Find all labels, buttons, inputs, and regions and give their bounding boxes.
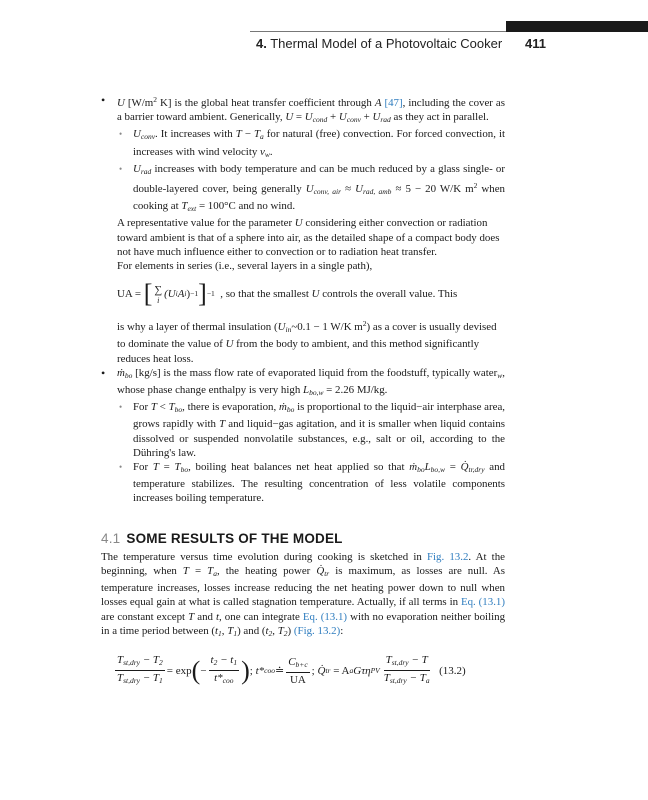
eq-text: PV	[370, 665, 380, 675]
sub-bullet-item	[101, 162, 505, 217]
section-paragraph	[101, 550, 505, 641]
paragraph	[101, 259, 505, 273]
eq-text: −	[200, 664, 207, 677]
text-run: −	[241, 128, 254, 141]
eq-text: −1	[206, 289, 215, 299]
page-number: 411	[525, 36, 546, 51]
text-run: T	[227, 624, 234, 637]
text-run: bo	[417, 465, 425, 475]
text-run: Q̇	[460, 461, 469, 474]
text-run: 2	[153, 95, 158, 104]
text-run: cond	[312, 115, 328, 125]
eq-text: ;	[249, 664, 253, 677]
text-run: bo	[124, 370, 133, 380]
text-run: T	[188, 610, 195, 623]
text-run: =	[293, 111, 305, 124]
text-run: T	[207, 565, 214, 578]
eq-text: a	[425, 676, 430, 686]
text-run: U	[372, 111, 381, 124]
bullet-item	[101, 366, 505, 400]
text-run: , there is evaporation,	[182, 401, 279, 414]
text-run: Q̇	[316, 565, 325, 578]
eq-text: st,dry	[389, 676, 407, 686]
text-run: +	[360, 111, 373, 124]
eq-text: C	[288, 655, 296, 668]
text-run: T	[168, 401, 175, 414]
text-run: T	[277, 624, 284, 637]
text-run: .	[269, 145, 273, 158]
text-run: L	[424, 461, 431, 474]
text-run: a	[213, 569, 217, 579]
right-paren: )	[241, 655, 250, 685]
fraction-3	[286, 655, 309, 687]
text-run: For elements in series (i.e., several layers in a single path),	[117, 260, 373, 273]
eq-text: T	[383, 672, 390, 685]
paragraph	[101, 216, 505, 259]
text-run: , boiling heat balances net heat applied so that	[188, 461, 410, 474]
text-run: conv	[140, 132, 156, 142]
text-run: in	[285, 325, 292, 335]
text-run: T	[152, 461, 159, 474]
text-run: K] is the global heat transfer coefficient through	[157, 97, 375, 109]
eq-text: st,dry	[123, 658, 140, 668]
text-run: t	[265, 624, 269, 637]
eq-text: T	[385, 654, 392, 667]
text-run: U	[305, 183, 314, 196]
text-run: T	[174, 461, 181, 474]
cross-reference-link[interactable]: [47]	[384, 97, 403, 109]
section-number: 4.1	[101, 530, 121, 546]
text-run: . At the beginning, when	[101, 550, 505, 578]
cross-reference-link[interactable]: Fig. 13.2	[426, 550, 469, 563]
eq-text: i	[175, 289, 178, 299]
eq-text: tr	[325, 665, 331, 675]
text-run: , the heating power	[216, 565, 317, 578]
text-run: is maximum, as losses are null. As temperature increases, losses increase reducing the net heating power down to null when losses equal gain at what is called stagnation temperature. Actually, if all terms in	[101, 565, 505, 609]
text-run: =	[188, 565, 208, 578]
eq-text: 1	[233, 658, 238, 668]
text-run: rad, amb	[362, 187, 392, 197]
eq-text: i	[184, 289, 187, 299]
eq-text: ≐	[274, 664, 285, 677]
eq-text: T	[117, 654, 124, 667]
eq-text: T	[117, 672, 124, 685]
text-run: )	[287, 624, 294, 637]
chapter-title: Thermal Model of a Photovoltaic Cooker	[270, 36, 503, 51]
text-run: U	[117, 97, 128, 109]
sub-bullet-item	[101, 400, 505, 460]
text-run: is why a layer of thermal insulation (	[117, 321, 278, 334]
eq-text: t*	[214, 672, 223, 685]
running-header	[256, 36, 502, 51]
text-run: are constant except	[101, 610, 189, 623]
cross-reference-link[interactable]: (Fig. 13.2)	[293, 624, 341, 637]
eq-text: )	[186, 288, 191, 301]
text-run: tr	[324, 569, 330, 579]
text-run: bo	[180, 465, 189, 475]
text-run: ) and (	[237, 624, 266, 637]
text-run: U	[133, 128, 141, 141]
section-title: SOME RESULTS OF THE MODEL	[126, 530, 343, 546]
text-run: a	[260, 132, 264, 142]
chapter-number: 4.	[256, 36, 267, 51]
text-run: <	[156, 401, 169, 414]
ua-equation	[101, 275, 505, 313]
text-run: [kg/s] is the mass flow rate of evaporated liquid from the foodstuff, typically water	[132, 366, 498, 379]
text-run: U	[225, 338, 234, 351]
header-bar	[506, 21, 648, 32]
equation-label: (13.2)	[439, 664, 466, 677]
cross-reference-link[interactable]: Eq. (13.1)	[302, 610, 348, 623]
text-run: for natural (free) convection. For forced convection, it increases with wind velocity	[133, 128, 505, 158]
paragraph	[101, 317, 505, 366]
text-run: 1	[233, 628, 238, 638]
equation-13-2	[101, 653, 505, 688]
text-run: =	[158, 461, 175, 474]
left-paren: (	[191, 655, 201, 685]
eq-text: ;	[311, 664, 315, 677]
text-run: , one can integrate	[219, 610, 303, 623]
text-run: T	[219, 418, 226, 431]
text-run: ṁ	[409, 461, 418, 474]
text-run: w	[264, 149, 270, 159]
text-run: 2	[268, 628, 273, 638]
sum-symbol	[154, 283, 162, 305]
text-run: tr,dry	[468, 465, 485, 475]
fraction-4	[382, 653, 432, 688]
eq-text: −1	[190, 289, 199, 299]
eq-text: UA =	[117, 288, 141, 301]
text-run: t	[216, 610, 220, 623]
eq-text: UA	[289, 673, 306, 686]
eq-text: 2	[159, 658, 163, 668]
text-run: = 2.26 MJ/kg.	[323, 384, 388, 397]
text-run: U	[294, 217, 303, 230]
text-run: U	[277, 321, 286, 334]
text-run: bo,w	[309, 388, 324, 398]
eq-text: − T	[140, 672, 160, 685]
right-bracket: ]	[198, 279, 207, 309]
text-run: bo,w	[430, 465, 446, 475]
cross-reference-link[interactable]: Eq. (13.1)	[460, 596, 505, 609]
sub-bullet-item	[101, 127, 505, 161]
text-run: +	[327, 111, 339, 124]
text-run: v	[260, 145, 265, 158]
text-run: t	[215, 624, 219, 637]
eq-text: Gτη	[353, 664, 371, 677]
eq-text: − t	[217, 654, 234, 667]
text-run: 2	[473, 181, 478, 191]
eq-text: coo	[222, 676, 234, 686]
text-run: 2	[283, 628, 288, 638]
text-run: rad	[140, 166, 152, 176]
text-run: L	[303, 384, 310, 397]
text-run: and	[194, 610, 217, 623]
fraction-2	[209, 653, 240, 688]
bullet-item	[101, 93, 505, 127]
sub-bullet-item	[101, 460, 505, 506]
text-run: increases with body temperature and can be much reduced by a glass single- or double-layered cover, being generally	[133, 162, 505, 196]
text-run: = 100°C and no wind.	[196, 200, 296, 213]
eq-text: 1	[159, 676, 163, 686]
text-run: ṁ	[278, 401, 287, 414]
text-run: =	[445, 461, 461, 474]
text-run: U	[355, 183, 363, 196]
eq-text: − T	[406, 672, 426, 685]
text-run: ,	[221, 624, 228, 637]
text-run: ext	[187, 204, 197, 214]
text-run: and liquid−gas agitation, and it is smaller when liquid contains dissolved or suspended nonvolatile substances, e.g., salt or oil, according to the Dühring's law.	[133, 418, 506, 459]
text-run: U	[304, 111, 313, 124]
text-run: T	[181, 200, 188, 213]
text-run: [W/m	[127, 97, 154, 109]
eq-text: (U	[164, 288, 176, 301]
eq-text: b+c	[295, 659, 308, 669]
text-run: The temperature versus time evolution during cooking is sketched in	[101, 550, 427, 563]
text-run: conv	[346, 115, 361, 125]
text-run: ṁ	[117, 366, 125, 379]
text-run: as they act in parallel.	[390, 111, 489, 124]
text-run: from the body to ambient, and this method significantly reduces heat loss.	[117, 338, 480, 365]
eq-text: i	[157, 296, 160, 306]
eq-text: A	[177, 288, 185, 301]
text-run: T	[150, 401, 157, 414]
text-run: conv, air	[313, 187, 342, 197]
body-content	[101, 93, 505, 689]
eq-text: − T	[140, 654, 160, 667]
eq-text: t*	[255, 664, 265, 677]
eq-text: = A	[333, 664, 350, 677]
text-run: 2	[362, 319, 367, 329]
eq-text: − T	[408, 654, 428, 667]
text-run: 1	[218, 628, 222, 638]
text-run: T	[253, 128, 261, 141]
text-run: bo	[174, 405, 183, 415]
text-run: T	[235, 128, 242, 141]
eq-text: 2	[213, 658, 218, 668]
eq-text: U	[311, 288, 320, 301]
eq-text: , so that the smallest	[220, 288, 309, 301]
text-run: ,	[272, 624, 278, 637]
text-run: is proportional to the liquid−air interphase area, grows rapidly with	[133, 401, 505, 431]
text-run: bo	[286, 405, 295, 415]
text-run: ≈	[341, 183, 356, 196]
text-run: U	[285, 111, 294, 124]
text-run: w	[497, 370, 503, 380]
eq-text: t	[210, 654, 214, 667]
eq-text: controls the overall value. This	[322, 288, 458, 301]
text-run: For	[133, 461, 153, 474]
text-run: considering either convection or radiation toward ambient is that of a sphere into air, as the detailed shape of a compact body does not have much influence either to convection or to radiation heat transfer.	[117, 217, 500, 258]
eq-text: st,dry	[391, 658, 409, 668]
eq-text: ∑	[154, 284, 163, 297]
text-run: :	[340, 624, 344, 637]
section-heading	[101, 532, 505, 546]
text-run: A representative value for the parameter	[117, 217, 295, 230]
text-run: when cooking at	[133, 183, 505, 213]
text-run: and temperature stabilizes. The resulting concentration of less volatile components increases boiling temperature.	[133, 461, 506, 505]
body-blocks	[101, 93, 505, 506]
text-run: , including the cover as a barrier toward ambient. Generically,	[117, 97, 505, 124]
text-run: . It increases with	[155, 128, 236, 141]
eq-text: coo	[264, 665, 275, 675]
text-run: U	[338, 111, 347, 124]
left-bracket: [	[143, 279, 153, 309]
text-run: For	[133, 401, 151, 414]
text-run: , whose phase change enthalpy is very high	[117, 366, 505, 397]
text-run: rad	[380, 115, 391, 125]
eq-text: a	[349, 665, 354, 675]
text-run: with no evaporation neither boiling in a time period between (	[101, 610, 506, 637]
text-run: T	[182, 565, 189, 578]
eq-text: st,dry	[123, 676, 140, 686]
text-run: ~0.1 − 1 W/K m	[291, 321, 363, 334]
header-rule	[250, 31, 506, 32]
fraction-1	[115, 653, 165, 688]
text-run: U	[133, 162, 141, 175]
text-run: ) as a cover is usually devised to dominate the value of	[117, 321, 497, 351]
eq-text: = exp	[166, 664, 192, 677]
text-run: A	[374, 97, 382, 109]
eq-text: Q̇	[317, 664, 326, 677]
text-run: ≈ 5 − 20 W/K m	[391, 183, 474, 196]
